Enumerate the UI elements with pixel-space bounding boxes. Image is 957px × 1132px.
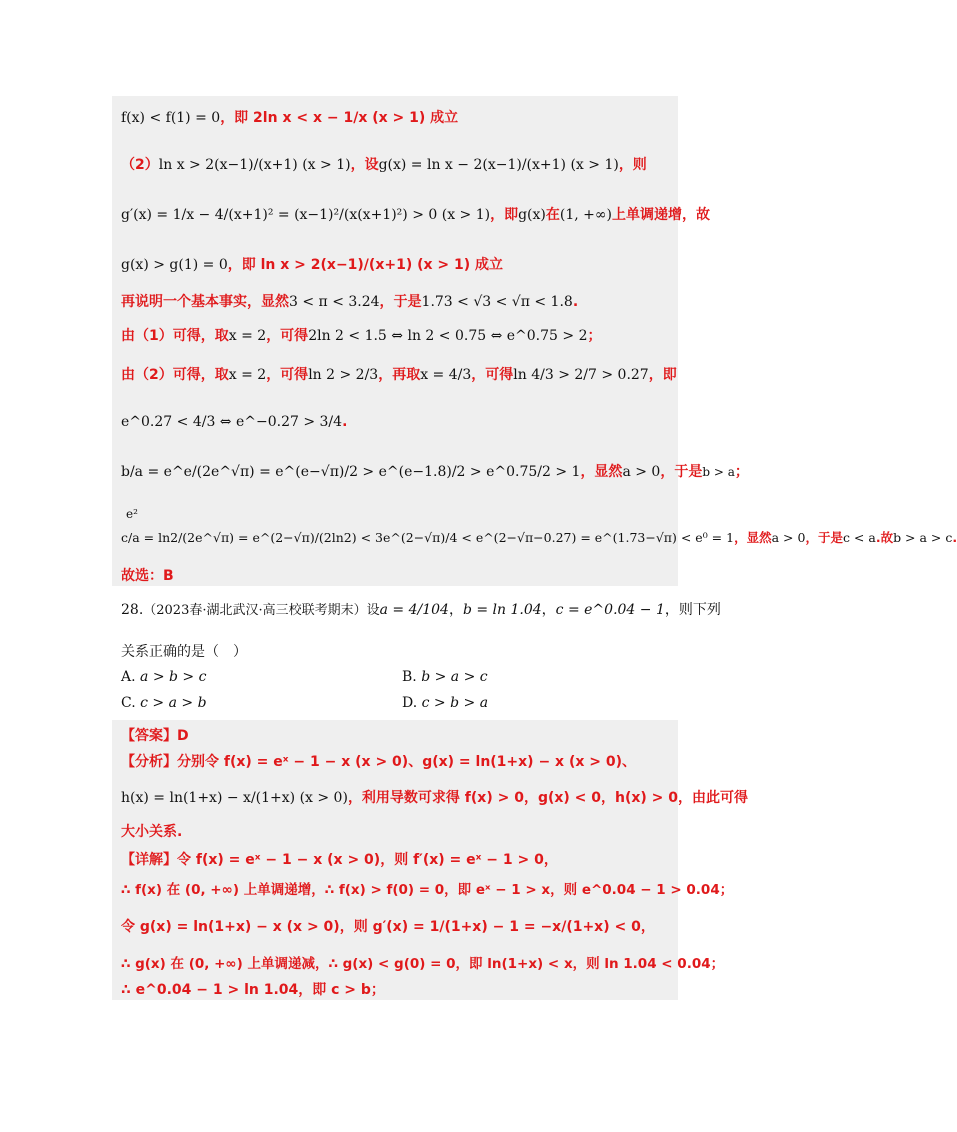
- solution-text: ，即 ln x > 2(x−1)/(x+1) (x > 1) 成立: [227, 257, 504, 273]
- detail-text: ∴ g(x) 在 (0, +∞) 上单调递减，∴ g(x) < g(0) = 0，即 ln(1+x) < x，则 ln 1.04 < 0.04；: [121, 956, 725, 972]
- solution-text: ，可得: [266, 328, 309, 344]
- solution-line-4: [121, 255, 503, 275]
- math-expression: g′(x) = 1/x − 4/(x+1)² = (x−1)²/(x(x+1)²) > 0 (x > 1): [121, 207, 491, 223]
- option-d: [402, 695, 488, 711]
- math-expression: x = 2: [228, 367, 267, 383]
- detail-text: 令 f(x) = eˣ − 1 − x (x > 0)，则 f′(x) = eˣ − 1 > 0，: [177, 852, 558, 868]
- solution-text: ，可得: [471, 367, 514, 383]
- solution-text: .: [342, 414, 348, 430]
- solution-line-10-sup: [126, 504, 138, 524]
- detail-line-2: [121, 880, 733, 900]
- analysis-text: 分别令 f(x) = eˣ − 1 − x (x > 0)、g(x) = ln(1+x) − x (x > 0)、: [177, 754, 637, 770]
- solution-text: 再说明一个基本事实，显然: [121, 294, 289, 310]
- question-number: 28.: [121, 602, 144, 618]
- final-answer: 故选：B: [121, 568, 174, 584]
- solution-text: ，于是: [660, 464, 703, 480]
- option-text: c > a > b: [140, 695, 207, 711]
- math-expression: a > 0: [771, 530, 806, 545]
- math-expression: 3 < π < 3.24: [289, 294, 380, 310]
- math-expression: x = 4/3: [420, 367, 472, 383]
- math-expression: h(x) = ln(1+x) − x/(1+x) (x > 0): [121, 790, 348, 806]
- detail-text: ∴ f(x) 在 (0, +∞) 上单调递增，∴ f(x) > f(0) = 0，即 eˣ − 1 > x，则 e^0.04 − 1 > 0.04；: [121, 882, 734, 898]
- math-expression: g(x) = ln x − 2(x−1)/(x+1) (x > 1): [378, 157, 619, 173]
- solution-line-1: [121, 108, 458, 128]
- solution-text: .: [572, 294, 579, 310]
- solution-line-8: [121, 412, 347, 432]
- option-text: b > a > c: [421, 669, 488, 685]
- solution-text: 由（2）可得，取: [121, 367, 229, 383]
- math-expression: 1.73 < √3 < √π < 1.8: [421, 294, 573, 310]
- math-expression: e²: [126, 507, 138, 521]
- solution-text: 由（1）可得，取: [121, 328, 229, 344]
- math-expression: ln 4/3 > 2/7 > 0.27: [513, 367, 649, 383]
- solution-line-3: [121, 205, 710, 225]
- detail-text: 令 g(x) = ln(1+x) − x (x > 0)，则 g′(x) = 1/(1+x) − 1 = −x/(1+x) < 0，: [121, 919, 655, 935]
- math-expression: a > 0: [622, 464, 661, 480]
- solution-text: ；: [587, 328, 602, 344]
- option-label: A.: [121, 669, 136, 685]
- solution-text: ，即 2ln x < x − 1/x (x > 1) 成立: [220, 110, 459, 126]
- math-expression: ln x > 2(x−1)/(x+1) (x > 1): [158, 157, 351, 173]
- math-expression: g(x) > g(1) = 0: [121, 257, 228, 273]
- solution-line-9: [121, 462, 749, 482]
- math-expression: a = 4/104: [379, 602, 449, 618]
- analysis-text: ，利用导数可求得 f(x) > 0，g(x) < 0，h(x) > 0，由此可得: [347, 790, 749, 806]
- math-expression: e^0.27 < 4/3 ⇔ e^−0.27 > 3/4: [121, 414, 343, 430]
- math-expression: f(x) < f(1) = 0: [121, 110, 221, 126]
- solution-text: ，即: [490, 207, 519, 223]
- question-line-2: [121, 642, 247, 662]
- question-text: ，则下列: [664, 602, 721, 618]
- math-expression: b > a > c: [893, 530, 953, 545]
- solution-line-2: [121, 155, 647, 175]
- option-label: B.: [402, 669, 417, 685]
- solution-text: 上单调递增，故: [612, 207, 710, 223]
- solution-text: ，设: [350, 157, 379, 173]
- option-c: [121, 695, 207, 711]
- detail-line-1: [121, 850, 558, 870]
- solution-text: ；: [734, 464, 749, 480]
- math-expression: g(x): [518, 207, 546, 223]
- solution-line-7: [121, 365, 677, 385]
- solution-text: ，于是: [805, 530, 843, 545]
- solution-line-6: [121, 326, 601, 346]
- question-text: 关系正确的是（ ）: [121, 644, 247, 660]
- detail-line-4: [121, 954, 724, 974]
- analysis-text: 大小关系.: [121, 824, 183, 840]
- math-expression: ln 2 > 2/3: [308, 367, 379, 383]
- math-expression: c = e^0.04 − 1: [555, 602, 665, 618]
- detail-tag: 【详解】: [121, 852, 177, 868]
- math-expression: c < a: [842, 530, 876, 545]
- question-line-1: 28.（2023春·湖北武汉·高三校联考期末）设a = 4/104，b = ln 1.04，c = e^0.04 − 1，则下列: [121, 602, 721, 618]
- analysis-line-3: [121, 822, 182, 842]
- solution-text: .: [952, 530, 957, 545]
- solution-text: ，即: [648, 367, 677, 383]
- math-expression: b/a = e^e/(2e^√π) = e^(e−√π)/2 > e^(e−1.8)/2 > e^0.75/2 > 1: [121, 464, 581, 480]
- analysis-line-2: [121, 788, 748, 808]
- solution-line-10: [121, 528, 957, 548]
- math-expression: x = 2: [228, 328, 267, 344]
- detail-line-3: [121, 917, 655, 937]
- option-text: a > b > c: [140, 669, 207, 685]
- math-expression: c/a = ln2/(2e^√π) = e^(2−√π)/(2ln2) < 3e^(2−√π)/4 < e^(2−√π−0.27) = e^(1.73−√π) < e⁰ = 1: [121, 530, 735, 545]
- solution-text: .故: [875, 530, 894, 545]
- option-a: [121, 669, 206, 685]
- math-expression: b = ln 1.04: [462, 602, 542, 618]
- answer-line: [121, 726, 189, 746]
- math-expression: 2ln 2 < 1.5 ⇔ ln 2 < 0.75 ⇔ e^0.75 > 2: [308, 328, 588, 344]
- solution-text: ，则: [618, 157, 647, 173]
- option-b: [402, 669, 488, 685]
- analysis-tag: 【分析】: [121, 754, 177, 770]
- answer-tag: 【答案】D: [121, 728, 189, 744]
- solution-label: （2）: [121, 157, 159, 173]
- solution-line-5: [121, 292, 578, 312]
- solution-text: ，显然: [580, 464, 623, 480]
- option-label: C.: [121, 695, 136, 711]
- solution-line-11: [121, 566, 174, 586]
- detail-line-5: [121, 980, 385, 1000]
- math-expression: (1, +∞): [559, 207, 612, 223]
- solution-text: 在: [545, 207, 560, 223]
- question-source: （2023春·湖北武汉·高三校联考期末）设: [143, 603, 380, 618]
- option-text: c > b > a: [421, 695, 489, 711]
- solution-text: ，于是: [379, 294, 422, 310]
- detail-text: ∴ e^0.04 − 1 > ln 1.04，即 c > b；: [121, 982, 385, 998]
- analysis-line-1: [121, 752, 636, 772]
- math-expression: b > a: [702, 465, 735, 479]
- solution-text: ，显然: [734, 530, 772, 545]
- solution-text: ，再取: [378, 367, 421, 383]
- solution-text: ，可得: [266, 367, 309, 383]
- option-label: D.: [402, 695, 418, 711]
